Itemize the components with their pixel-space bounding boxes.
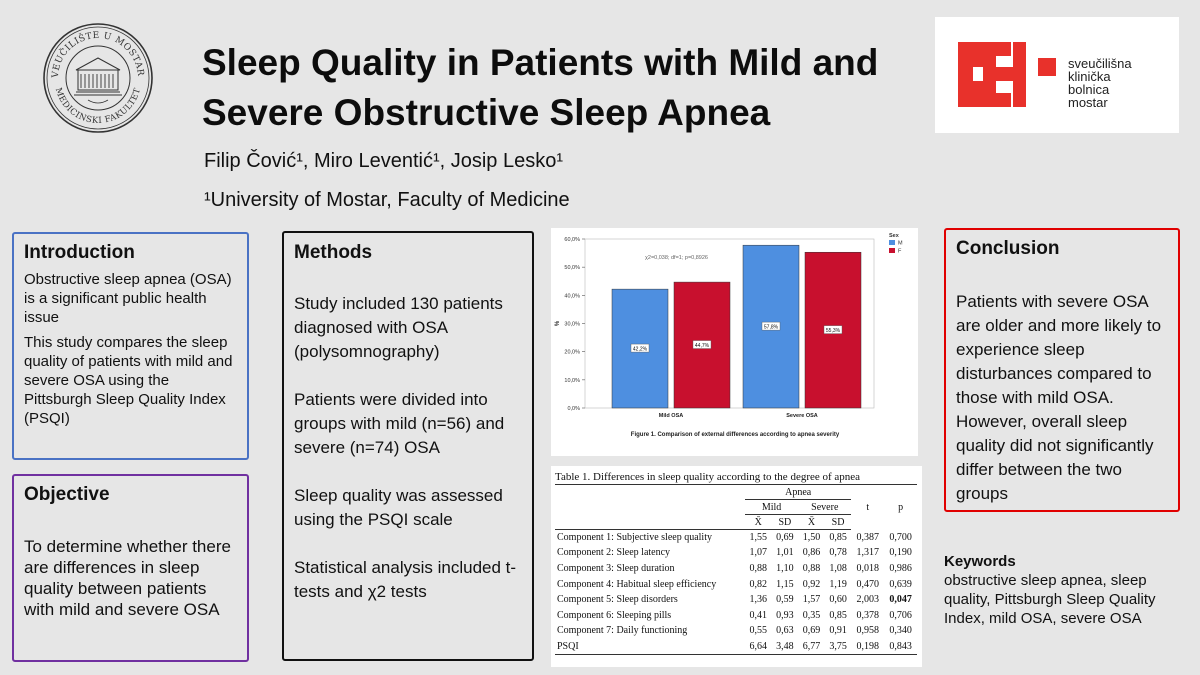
- table-row: [555, 592, 917, 608]
- table-cell: 0,198: [851, 639, 884, 655]
- table-cell: 1,57: [802, 594, 821, 606]
- table-row-label: Component 6: Sleeping pills: [557, 609, 672, 621]
- conclusion-heading: Conclusion: [956, 238, 1060, 259]
- y-tick-label: 40,0%: [564, 293, 580, 300]
- y-tick-label: 50,0%: [564, 265, 580, 272]
- table-row: [555, 607, 917, 623]
- hospital-name-line: sveučilišna: [1068, 56, 1132, 71]
- table-cell: 0,378: [856, 609, 880, 621]
- table-row-label: Component 4: Habitual sleep efficiency: [557, 578, 717, 590]
- table-row: [555, 576, 917, 592]
- table-cell: 1,15: [776, 578, 794, 590]
- y-axis-label: %: [555, 320, 561, 327]
- table-header-empty: [555, 485, 745, 500]
- table-group-header: Apnea: [745, 485, 851, 500]
- table-cell: 0,639: [889, 578, 912, 590]
- table-row-label: Component 2: Sleep latency: [557, 547, 671, 559]
- table-cell: 0,41: [749, 609, 768, 621]
- methods-text: Study included 130 patients diagnosed with OSA (polysomnography): [294, 294, 503, 361]
- table-stat-header: SD: [825, 515, 852, 530]
- keywords-heading: Keywords: [944, 553, 1016, 570]
- hospital-name-line: bolnica: [1068, 82, 1110, 97]
- data-label: 42,2%: [632, 346, 648, 353]
- table-stat-header: SD: [772, 515, 799, 530]
- data-label: 55,3%: [825, 327, 841, 334]
- table-cell: 0,85: [829, 609, 847, 621]
- table-cell: 1,10: [776, 562, 794, 574]
- table-cell: 1,07: [749, 547, 768, 559]
- conclusion-section: [944, 228, 1180, 512]
- legend-swatch: [889, 240, 895, 245]
- conclusion-text: Patients with severe OSA are older and more likely to experience sleep disturbances compared to those with mild OSA. However, overall sleep quality did not significantly differ between the two groups: [956, 292, 1162, 503]
- methods-text: Statistical analysis included t-tests and χ2 tests: [294, 558, 517, 601]
- methods-heading: Methods: [294, 242, 373, 263]
- table-cell: 0,78: [829, 547, 847, 559]
- table-caption: Table 1. Differences in sleep quality according to the degree of apnea: [555, 471, 861, 483]
- figure-caption: Figure 1. Comparison of external differences according to apnea severity: [630, 432, 840, 438]
- authors: Filip Čović¹, Miro Leventić¹, Josip Lesko¹: [204, 150, 563, 172]
- table-cell: 1,50: [802, 532, 821, 544]
- introduction-text: Obstructive sleep apnea (OSA) is a significant public health issue: [24, 271, 232, 326]
- table-cell: 3,48: [772, 639, 799, 655]
- data-label: 57,8%: [763, 324, 779, 331]
- table-cell: 0,69: [802, 625, 821, 637]
- legend-title: Sex: [889, 233, 899, 239]
- hospital-cross-icon: [935, 17, 1065, 133]
- table-header-empty: [555, 500, 745, 515]
- table-header-t: t: [851, 485, 884, 530]
- table-cell: 6,77: [798, 639, 825, 655]
- table-cell: 0,82: [749, 578, 768, 590]
- table-row-label: Component 3: Sleep duration: [557, 562, 675, 574]
- table-stat-header: X̄: [798, 515, 825, 530]
- table-row-label: Component 1: Subjective sleep quality: [557, 532, 712, 544]
- table-cell: 0,700: [889, 531, 912, 543]
- table-subheader-severe: Severe: [798, 500, 851, 515]
- table-cell: 0,55: [749, 625, 768, 637]
- table-cell: 0,88: [802, 562, 821, 574]
- table-row: [555, 639, 917, 655]
- affiliation: ¹University of Mostar, Faculty of Medicine: [204, 189, 570, 211]
- hospital-name-line: klinička: [1068, 69, 1111, 84]
- y-tick-label: 0,0%: [567, 406, 580, 412]
- table-header-p: p: [884, 485, 917, 530]
- results-table: [551, 466, 922, 667]
- table-stat-header: X̄: [745, 515, 772, 530]
- table-cell: 0,387: [856, 531, 880, 543]
- table-cell: 1,36: [749, 594, 768, 606]
- university-seal: [42, 22, 154, 134]
- table-subheader-mild: Mild: [745, 500, 798, 515]
- table-header-empty: [555, 515, 745, 530]
- table-cell: 0,60: [829, 594, 847, 606]
- table-cell: 1,08: [829, 562, 847, 574]
- introduction-text: This study compares the sleep quality of patients with mild and severe OSA using the Pittsburgh Sleep Quality Index (PSQI): [24, 334, 233, 427]
- table-cell: 1,317: [856, 547, 880, 559]
- table-cell: 0,958: [856, 625, 880, 637]
- introduction-heading: Introduction: [24, 242, 135, 263]
- bar-chart: [551, 228, 918, 456]
- y-tick-label: 30,0%: [564, 321, 580, 328]
- table-cell: 0,706: [889, 609, 912, 621]
- table-row: [555, 623, 917, 639]
- table-cell: 0,843: [884, 639, 917, 655]
- table-cell: 0,047: [889, 594, 912, 606]
- y-tick-label: 60,0%: [564, 237, 580, 243]
- legend-swatch: [889, 248, 895, 253]
- introduction-section: [12, 232, 249, 460]
- hospital-logo: [935, 17, 1179, 133]
- table-cell: 0,35: [802, 609, 821, 621]
- table-cell: 3,75: [825, 639, 852, 655]
- table-cell: 0,59: [776, 594, 794, 606]
- objective-section: [12, 474, 249, 662]
- objective-heading: Objective: [24, 484, 110, 505]
- table-cell: 1,01: [776, 547, 794, 559]
- keywords-text: obstructive sleep apnea, sleep quality, Pittsburgh Sleep Quality Index, mild OSA, severe OSA: [944, 572, 1156, 627]
- table-row-label: Component 5: Sleep disorders: [557, 594, 678, 606]
- table-cell: 0,69: [776, 532, 794, 544]
- table-row-label: PSQI: [555, 639, 745, 655]
- table-row-label: Component 7: Daily functioning: [557, 625, 688, 637]
- table-cell: 2,003: [856, 594, 880, 606]
- poster-title: Sleep Quality in Patients with Mild and Severe Obstructive Sleep Apnea: [202, 42, 879, 133]
- legend-label: M: [898, 240, 903, 247]
- table-cell: 0,86: [802, 547, 821, 559]
- methods-text: Patients were divided into groups with mild (n=56) and severe (n=74) OSA: [294, 390, 505, 457]
- methods-text: Sleep quality was assessed using the PSQI scale: [294, 486, 503, 529]
- objective-text: To determine whether there are differences in sleep quality between patients with mild and severe OSA: [24, 537, 231, 619]
- table-row: [555, 545, 917, 561]
- data-label: 44,7%: [694, 342, 710, 349]
- table-cell: 0,92: [802, 578, 821, 590]
- y-tick-label: 20,0%: [564, 349, 580, 356]
- table-cell: 0,88: [749, 562, 768, 574]
- table-cell: 0,190: [889, 547, 912, 559]
- table-cell: 1,19: [829, 578, 847, 590]
- bar-chart-svg: [551, 228, 918, 456]
- table-cell: 0,63: [776, 625, 794, 637]
- table-cell: 0,986: [889, 562, 912, 574]
- keywords-section: [944, 552, 1194, 628]
- y-tick-label: 10,0%: [564, 377, 580, 384]
- table-cell: 0,470: [856, 578, 880, 590]
- hospital-name: [1068, 57, 1132, 109]
- hospital-name-line: mostar: [1068, 95, 1108, 110]
- table-cell: 0,93: [776, 609, 794, 621]
- table-cell: 1,55: [749, 532, 768, 544]
- table-cell: 6,64: [745, 639, 772, 655]
- svg-text:MEDICINSKI FAKULTET: MEDICINSKI FAKULTET: [52, 86, 144, 127]
- legend-label: F: [898, 248, 902, 255]
- methods-section: [282, 231, 534, 661]
- table-row: [555, 530, 917, 546]
- table-cell: 0,340: [889, 625, 912, 637]
- table-cell: 0,018: [856, 562, 880, 574]
- table-row: [555, 561, 917, 577]
- table-cell: 0,91: [829, 625, 847, 637]
- x-tick-label: Mild OSA: [658, 413, 684, 419]
- svg-text:SVEUČILIŠTE U MOSTARU: VEUČILIŠTE U MOSTAR: [50, 30, 146, 79]
- x-tick-label: Severe OSA: [786, 413, 818, 419]
- table-cell: 0,85: [829, 532, 847, 544]
- chart-annotation: χ2=0,038; df=1; p=0,8926: [645, 255, 708, 261]
